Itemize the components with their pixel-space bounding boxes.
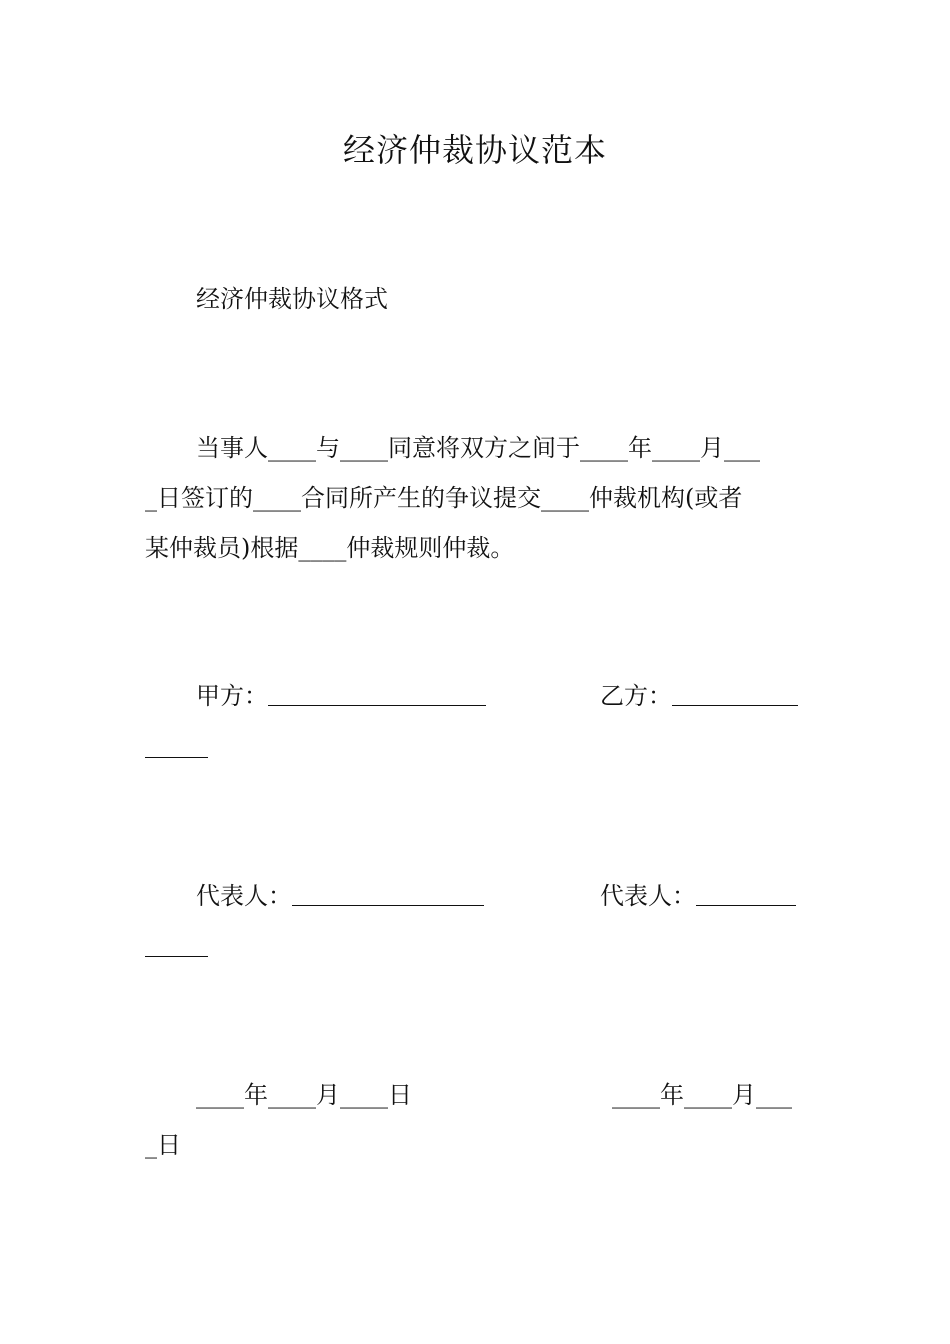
- party-a-label: 甲方：: [196, 682, 268, 710]
- party-b-label: 乙方：: [600, 682, 672, 710]
- rep-a-field: [196, 880, 484, 912]
- rep-a-label: 代表人：: [196, 882, 292, 910]
- party-a-blank: [268, 705, 486, 706]
- subheading: 经济仲裁协议格式: [196, 285, 388, 313]
- party-b-blank: [672, 705, 798, 706]
- date-right-wrap: _日: [145, 1131, 181, 1159]
- rep-b-blank: [696, 905, 796, 906]
- rep-b-field: [600, 880, 796, 912]
- rep-b-blank-wrap: [145, 956, 208, 957]
- paragraph-line-2: _日签订的____合同所产生的争议提交____仲裁机构(或者: [145, 484, 743, 512]
- paragraph-line-1: 当事人____与____同意将双方之间于____年____月___: [196, 434, 760, 462]
- party-b-blank-wrap: [145, 757, 208, 758]
- date-left: ____年____月____日: [196, 1081, 412, 1109]
- paragraph-line-3: 某仲裁员)根据____仲裁规则仲裁。: [145, 534, 515, 562]
- rep-b-label: 代表人：: [600, 882, 696, 910]
- party-b-field: [600, 680, 798, 712]
- party-a-field: [196, 680, 486, 712]
- document-title: 经济仲裁协议范本: [342, 131, 607, 169]
- date-right: ____年____月___: [612, 1081, 792, 1109]
- rep-a-blank: [292, 905, 484, 906]
